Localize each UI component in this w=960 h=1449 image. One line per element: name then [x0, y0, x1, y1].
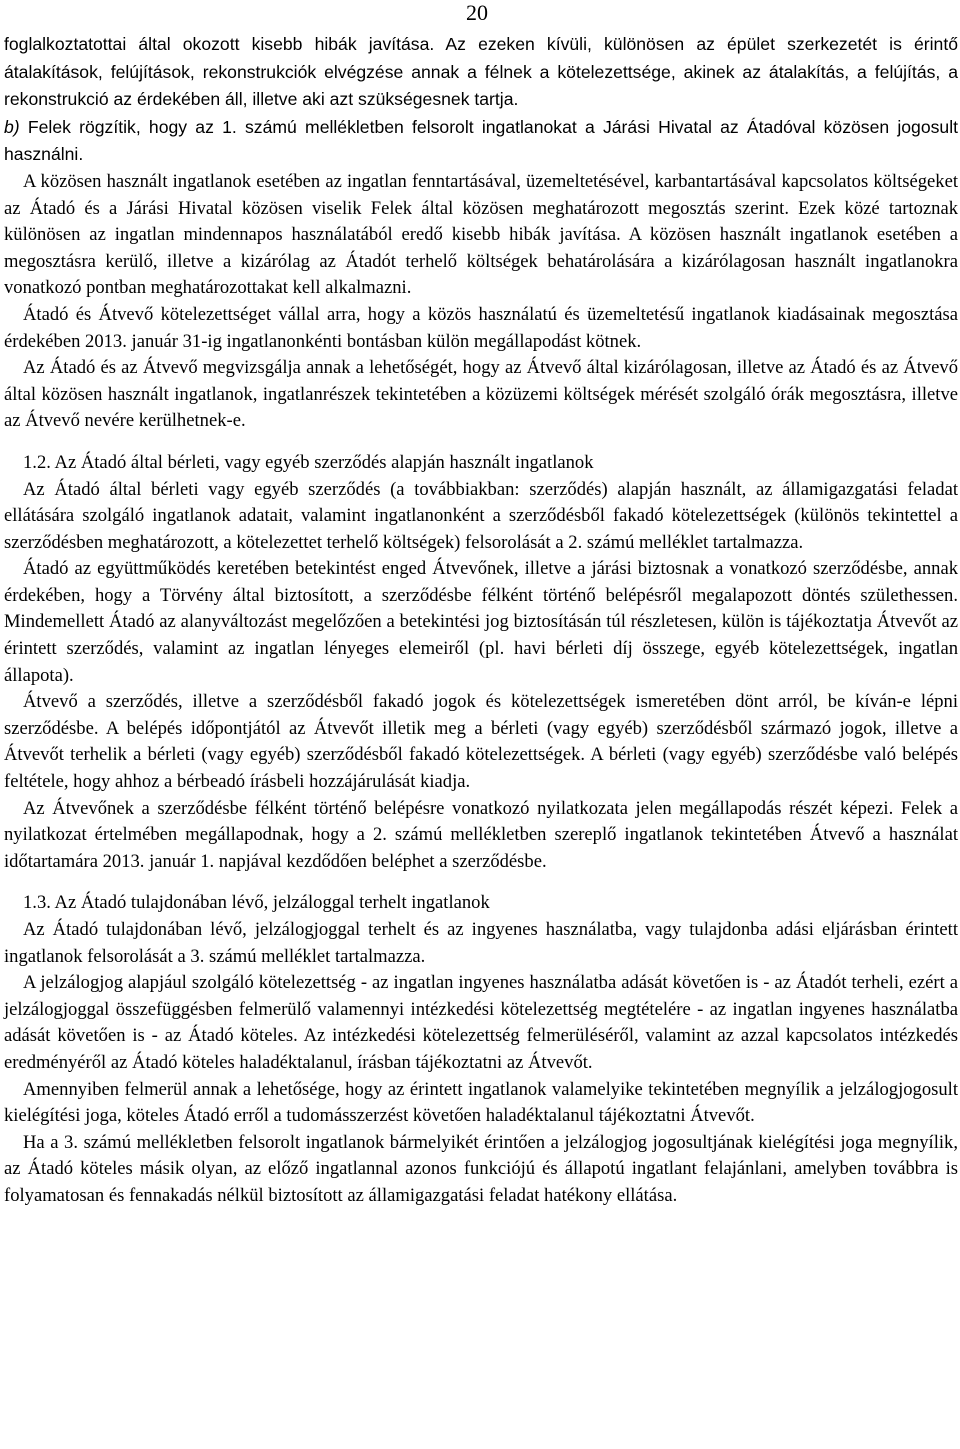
paragraph-lease-decision: Átvevő a szerződés, illetve a szerződésből fakadó jogok és kötelezettségek ismeretében dönt arról, be kíván-e lépni szerződésbe. A belépés időpontjától az Átvevőt illetik meg a bérleti (vagy egyéb) szerződésből származó jogok, illetve a Átvevőt terhelik a bérleti (vagy egyéb) szerződésből fakadó kötelezettségek. A bérleti (vagy egyéb) szerződésbe való belépés feltétele, hogy ahhoz a bérbeadó írásbeli hozzájárulását kiadja. [4, 691, 958, 793]
paragraph-cost-sharing-agreement: Átadó és Átvevő kötelezettséget vállal arra, hogy a közös használatú és üzemeltetésű ingatlanok kiadásainak megosztása érdekében 2013. január 31-ig ingatlanonkénti bontásban külön megállapodást kötnek. [4, 303, 958, 352]
document-body [4, 31, 958, 1210]
paragraph-text: foglalkoztatottai által okozott kisebb hibák javítása. Az ezeken kívüli, különösen az épület szerkezetét is érintő átalakítások, felújítások, rekonstrukciók elvégzése annak a félnek a kötelezettsége, akinek az átalakítás, a felújítás, a rekonstrukció az érdekében áll, illetve aki azt szükségesnek tartja. [4, 34, 958, 110]
paragraph-lease-data: Az Átadó által bérleti vagy egyéb szerződés (a továbbiakban: szerződés) alapján használt, az államigazgatási feladat ellátására szolgáló ingatlanok adatait, valamint ingatlanonként a szerződésből fakadó kötelezettségek (különös tekintettel a szerződésben meghatározott, a kötelezettet terhelő költségek) felsorolását a 2. számú melléklet tartalmazza. [4, 478, 958, 553]
paragraph-text: Felek rögzítik, hogy az 1. számú mellékletben felsorolt ingatlanokat a Járási Hivatal az Átadóval közösen jogosult használni. [4, 116, 958, 165]
paragraph-mortgage-list: Az Átadó tulajdonában lévő, jelzálogjoggal terhelt és az ingyenes használatba, vagy tulajdonba adási eljárásban érintett ingatlanok felsorolását a 3. számú melléklet tartalmazza. [4, 919, 958, 967]
section-heading-1-2: 1.2. Az Átadó által bérleti, vagy egyéb szerződés alapján használt ingatlanok [23, 451, 594, 473]
paragraph-b [4, 114, 958, 169]
page-number: 20 [466, 0, 488, 25]
list-label-b: b) [4, 116, 20, 137]
paragraph-mortgage-notice: Amennyiben felmerül annak a lehetősége, hogy az érintett ingatlanok valamelyike tekintetében megnyílik a jelzálogjogosult kielégítési joga, köteles Átadó erről a tudomásszerzést követően haladéktalanul tájékoztatni Átvevőt. [4, 1078, 958, 1127]
paragraph-continuation [4, 31, 958, 114]
paragraph-lease-declaration: Az Átvevőnek a szerződésbe félként történő belépésre vonatkozó nyilatkozata jelen megállapodás részét képezi. Felek a nyilatkozat értelmében megállapodnak, hogy a 2. számú mellékletben szereplő ingatlanok tekintetében Átvevő a használat időtartamára 2013. január 1. napjával kezdődően beléphet a szerződésbe. [4, 797, 958, 872]
paragraph-mortgage-obligation: A jelzálogjog alapjául szolgáló kötelezettség - az ingatlan ingyenes használatba adását követően is - az Átadót terheli, ezért a jelzálogjoggal összefüggésben felmerülő valamennyi intézkedési kötelezettség megtételére - az ingatlan ingyenes használatba adását követően is - az Átadó köteles. Az intézkedési kötelezettség felmerüléséről, valamint az azzal kapcsolatos intézkedés eredményéről az Átadó köteles haladéktalanul, írásban tájékoztatni az Átvevőt. [4, 972, 958, 1073]
paragraph-meter-split: Az Átadó és az Átvevő megvizsgálja annak a lehetőségét, hogy az Átvevő által kizárólagosan, illetve az Átadó és az Átvevő által közösen használt ingatlanok, ingatlanrészek tekintetében a közüzemi költségek mérését szolgáló órák megosztásra, illetve az Átvevő nevére kerülhetnek-e. [4, 357, 958, 432]
paragraph-mortgage-replacement: Ha a 3. számú mellékletben felsorolt ingatlanok bármelyikét érintően a jelzálogjog jogosultjának kielégítési joga megnyílik, az Átadó köteles másik olyan, az előző ingatlannal azonos funkciójú és állapotú ingatlant felajánlani, amelyben továbbra is folyamatosan és fennakadás nélkül biztosított az államigazgatási feladat hatékony ellátása. [4, 1131, 958, 1206]
paragraph-lease-inspection: Átadó az együttműködés keretében betekintést enged Átvevőnek, illetve a járási biztosnak a vonatkozó szerződésbe, annak érdekében, hogy a Törvény által biztosított, a szerződésbe félként történő belépésről megalapozott döntés születhessen. Mindemellett Átadó az alanyváltozást megelőzően a betekintési jog biztosításán túl részletesen, külön is tájékoztatja Átvevőt az érintett szerződés, valamint az ingatlan lényeges elemeiről (pl. havi bérleti díj összege, egyéb kötelezettségek, ingatlan állapota). [4, 558, 958, 686]
section-heading-1-3: 1.3. Az Átadó tulajdonában lévő, jelzáloggal terhelt ingatlanok [23, 892, 490, 914]
paragraph-shared-costs: A közösen használt ingatlanok esetében az ingatlan fenntartásával, üzemeltetésével, karbantartásával kapcsolatos költségeket az Átadó és a Járási Hivatal közösen viselik Felek által közösen meghatározott megosztás szerint. Ezek közé tartoznak különösen az ingatlan mindennapos használatából eredő kisebb hibák javítása. A közösen használt ingatlanok esetében a megosztásra kerülő, illetve a kizárólag az Átadót terhelő költségek behatárolására a kizárólagosan használt ingatlanokra vonatkozó pontban meghatározottakat kell alkalmazni. [4, 170, 958, 299]
